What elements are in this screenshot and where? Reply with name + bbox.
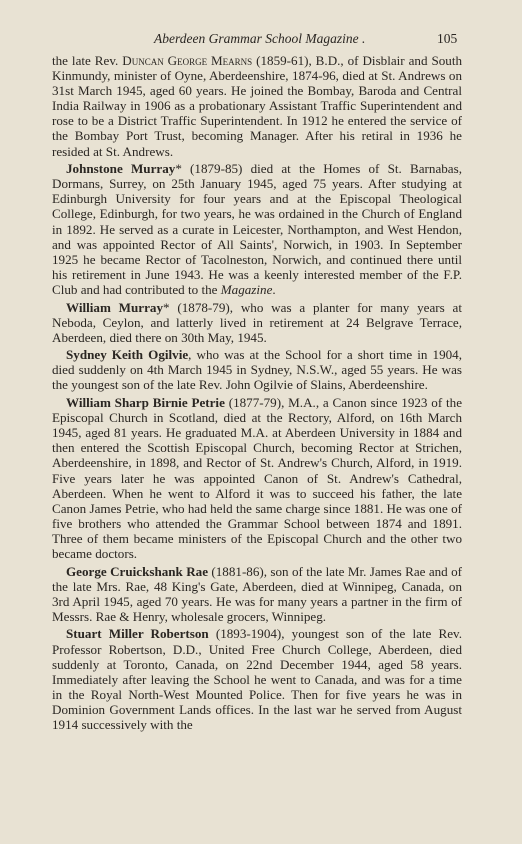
person-name: Sydney Keith Ogilvie bbox=[66, 347, 189, 363]
entry-text: (1881-86), son of the late Mr. James Rae and of the late Mrs. Rae, 48 King's Gate, Aberdeen, died at Winnipeg, Canada, on 3rd April 1945, aged 70 years. He was for many years a partner in the firm of Messrs. Rae & Henry, wholesale grocers, Winnipeg. bbox=[52, 563, 462, 624]
obituary-entry-robertson bbox=[52, 626, 462, 732]
entry-text: , who was at the School for a short time in 1904, died suddenly on 4th March 1945 in Sydney, N.S.W., aged 55 years. He was the youngest son of the late Rev. John Ogilvie of Slains, Aberdeenshire. bbox=[52, 347, 462, 393]
entry-text: (1877-79), M.A., a Canon since 1923 of the Episcopal Church in Scotland, died at the Rectory, Alford, on 16th March 1945, aged 81 years. He graduated M.A. at Aberdeen University in 1884 and then entered the Scottish Episcopal Church, becoming Rector at Strichen, Aberdeenshire, in 1898, and Rector of St. Andrew's Church, Alford, in 1919. Five years later he was appointed Canon of St. Andrew's Cathedral, Aberdeen. When he went to Alford it was to succeed his father, the late Canon James Petrie, who had held the same charge since 1881. He was one of five brothers who attended the Grammar School between 1874 and 1891. Three of them became ministers of the Episcopal Church and the other two became doctors. bbox=[52, 395, 463, 561]
obituary-entry-mearns bbox=[52, 53, 462, 159]
person-name: Johnstone Murray bbox=[66, 161, 176, 177]
entry-text: * (1878-79), who was a planter for many years at Neboda, Ceylon, and latterly lived in retirement at 24 Belgrave Terrace, Aberdeen, died there on 30th May, 1945. bbox=[52, 299, 462, 345]
entry-text: (1859-61), B.D., of Disblair and South Kinmundy, minister of Oyne, Aberdeenshire, 1874-96, died at St. Andrews on 31st March 1945, aged 60 years. He joined the Bombay, Baroda and Central India Railway in 1906 as a probationary Assistant Traffic Superintendent and rose to be a District Traffic Superintendent. In 1912 he entered the service of the Bombay Port Trust, becoming Manager. After his retiral in 1936 he resided at St. Andrews. bbox=[52, 53, 463, 159]
entry-lead-text: the late Rev. bbox=[52, 53, 123, 68]
page-number: 105 bbox=[437, 31, 458, 46]
person-name: William Murray bbox=[66, 299, 164, 315]
entry-end: . bbox=[272, 281, 276, 297]
obituary-entry-johnstone-murray bbox=[52, 161, 462, 297]
person-name: Stuart Miller Robertson bbox=[66, 626, 209, 642]
obituary-entry-rae bbox=[52, 564, 462, 624]
person-name: George Cruickshank Rae bbox=[66, 563, 209, 579]
magazine-reference: Magazine bbox=[220, 281, 273, 297]
entry-text: * (1879-85) died at the Homes of St. Barnabas, Dormans, Surrey, on 25th January 1945, aged 75 years. After studying at Edinburgh University for four years and at the Episcopal Theological College, Edinburgh, for two years, he was ordained in the Church of England in 1892. He served as a curate in Leicester, Northampton, and West Hendon, and was appointed Rector of All Saints', Norwich, in 1903. In September 1925 he became Rector of Tacolneston, Norwich, and continued there until his retirement in June 1943. He was a keenly interested member of the F.P. Club and had contributed to the bbox=[52, 161, 462, 297]
obituary-entry-william-murray bbox=[52, 300, 462, 345]
running-title: Aberdeen Grammar School Magazine . bbox=[154, 31, 366, 46]
person-name: Duncan George Mearns bbox=[122, 53, 253, 68]
page-header bbox=[0, 31, 522, 51]
obituary-entry-ogilvie bbox=[52, 347, 462, 392]
obituary-text bbox=[52, 53, 462, 735]
entry-text: (1893-1904), youngest son of the late Rev. Professor Robertson, D.D., United Free Church College, Aberdeen, died suddenly at Toronto, Canada, on 22nd December 1944, aged 58 years. Immediately after leaving the School he went to Canada, and was for a time in the Royal North-West Mounted Police. Then for five years he was in Dominion Government Lands offices. In the last war he served from August 1914 successively with the bbox=[52, 626, 462, 733]
person-name: William Sharp Birnie Petrie bbox=[66, 395, 225, 411]
obituary-entry-petrie bbox=[52, 395, 462, 561]
